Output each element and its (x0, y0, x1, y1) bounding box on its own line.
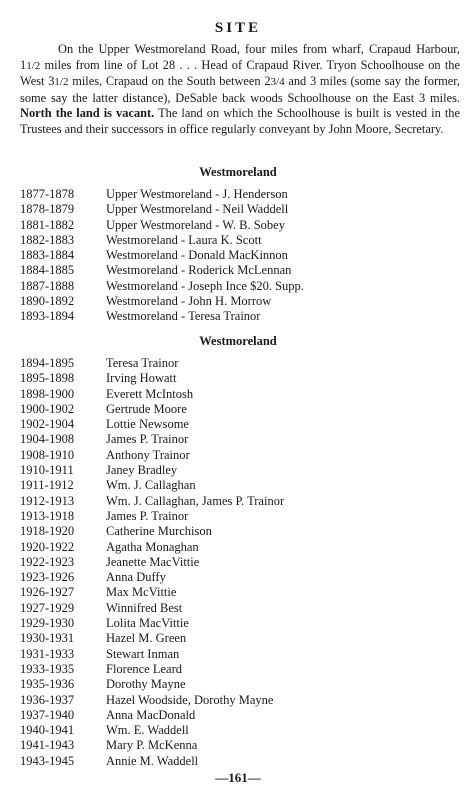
teacher-name: Upper Westmoreland - W. B. Sobey (106, 217, 285, 232)
teacher-row (20, 601, 460, 616)
teacher-name: Anna MacDonald (106, 707, 196, 722)
page-title: SITE (214, 20, 262, 36)
teacher-name: Westmoreland - Joseph Ince $20. Supp. (106, 278, 304, 293)
term-years: 1931-1933 (20, 646, 75, 661)
teacher-row (20, 387, 460, 402)
teacher-row (20, 708, 460, 723)
term-years: 1933-1935 (20, 661, 75, 676)
teacher-row (20, 494, 460, 509)
term-years: 1882-1883 (20, 232, 75, 247)
teacher-name: Mary P. McKenna (106, 738, 198, 753)
term-years: 1902-1904 (20, 417, 75, 432)
teacher-row (20, 677, 460, 692)
teacher-row (20, 248, 460, 263)
teacher-row (20, 432, 460, 447)
term-years: 1900-1902 (20, 401, 75, 416)
term-years: 1912-1913 (20, 493, 75, 508)
term-years: 1884-1885 (20, 263, 75, 278)
teacher-name: Upper Westmoreland - Neil Waddell (106, 202, 289, 217)
teacher-row (20, 555, 460, 570)
teacher-row (20, 463, 460, 478)
term-years: 1936-1937 (20, 692, 75, 707)
intro-text-5: The land on which the Schoolhouse is built is vested in the Trustees and their successors in office regularly conveyant by John Moore, Secretary. (20, 106, 460, 136)
teacher-row (20, 279, 460, 294)
term-years: 1908-1910 (20, 447, 75, 462)
term-years: 1890-1892 (20, 294, 75, 309)
teacher-row (20, 754, 460, 769)
teacher-row (20, 631, 460, 646)
teacher-name: Hazel M. Green (106, 631, 187, 646)
teacher-name: James P. Trainor (106, 508, 189, 523)
term-years: 1940-1941 (20, 723, 75, 738)
term-years: 1893-1894 (20, 309, 75, 324)
teacher-row (20, 417, 460, 432)
term-years: 1935-1936 (20, 677, 75, 692)
term-years: 1881-1882 (20, 217, 75, 232)
teacher-name: Annie M. Waddell (106, 753, 199, 768)
term-years: 1930-1931 (20, 631, 75, 646)
teacher-name: Wm. J. Callaghan (106, 478, 196, 493)
term-years: 1910-1911 (20, 463, 74, 478)
term-years: 1883-1884 (20, 248, 75, 263)
teacher-name: Stewart Inman (106, 646, 180, 661)
teacher-name: Westmoreland - Roderick McLennan (106, 263, 292, 278)
teacher-row (20, 294, 460, 309)
teacher-name: Wm. E. Waddell (106, 723, 189, 738)
teacher-row (20, 263, 460, 278)
teacher-row (20, 202, 460, 217)
teacher-name: Gertrude Moore (106, 401, 187, 416)
teacher-row (20, 309, 460, 324)
term-years: 1887-1888 (20, 278, 75, 293)
site-description (20, 42, 460, 138)
teacher-list-1 (20, 187, 460, 325)
teacher-row (20, 647, 460, 662)
teacher-row (20, 723, 460, 738)
fraction-2: 1/2 (54, 76, 69, 89)
teacher-name: Westmoreland - Donald MacKinnon (106, 248, 288, 263)
teacher-row (20, 218, 460, 233)
teacher-row (20, 448, 460, 463)
teacher-name: Everett McIntosh (106, 386, 194, 401)
teacher-row (20, 585, 460, 600)
teacher-name: Catherine Murchison (106, 524, 212, 539)
teacher-name: Anthony Trainor (106, 447, 190, 462)
teacher-name: Westmoreland - John H. Morrow (106, 294, 272, 309)
term-years: 1877-1878 (20, 187, 75, 201)
term-years: 1895-1898 (20, 371, 75, 386)
teacher-name: Wm. J. Callaghan, James P. Trainor (106, 493, 285, 508)
teacher-name: Agatha Monaghan (106, 539, 199, 554)
section-heading-1: Westmoreland (199, 165, 277, 179)
teacher-name: Westmoreland - Laura K. Scott (106, 232, 262, 247)
teacher-name: Teresa Trainor (106, 356, 179, 370)
term-years: 1929-1930 (20, 616, 75, 631)
intro-text-1: On the Upper Westmoreland Road, four miles from wharf, Crapaud Harbour, 1 (20, 42, 460, 72)
term-years: 1941-1943 (20, 738, 75, 753)
teacher-name: Max McVittie (106, 585, 177, 600)
teacher-row (20, 356, 460, 371)
teacher-name: Jeanette MacVittie (106, 554, 200, 569)
teacher-row (20, 478, 460, 493)
teacher-row (20, 371, 460, 386)
intro-bold-text: North the land is vacant. (20, 106, 155, 121)
term-years: 1920-1922 (20, 539, 75, 554)
teacher-row (20, 402, 460, 417)
teacher-row (20, 616, 460, 631)
teacher-name: Anna Duffy (106, 570, 166, 585)
teacher-name: Irving Howatt (106, 371, 177, 386)
teacher-name: Upper Westmoreland - J. Henderson (106, 187, 288, 201)
term-years: 1922-1923 (20, 554, 75, 569)
teacher-name: Winnifred Best (106, 600, 183, 615)
teacher-row (20, 187, 460, 202)
teacher-row (20, 233, 460, 248)
teacher-name: Florence Leard (106, 661, 183, 676)
teacher-name: Janey Bradley (106, 463, 178, 478)
term-years: 1878-1879 (20, 202, 75, 217)
term-years: 1923-1926 (20, 570, 75, 585)
term-years: 1926-1927 (20, 585, 75, 600)
term-years: 1918-1920 (20, 524, 75, 539)
teacher-row (20, 540, 460, 555)
teacher-row (20, 524, 460, 539)
teacher-row (20, 693, 460, 708)
term-years: 1894-1895 (20, 356, 75, 370)
term-years: 1937-1940 (20, 707, 75, 722)
term-years: 1911-1912 (20, 478, 74, 493)
teacher-row (20, 509, 460, 524)
term-years: 1943-1945 (20, 753, 75, 768)
teacher-name: James P. Trainor (106, 432, 189, 447)
teacher-name: Dorothy Mayne (106, 677, 186, 692)
intro-text-2: miles from line of Lot 28 . . . Head of Crapaud River. Tryon Schoolhouse on the West 3 (20, 57, 460, 89)
intro-text-4: and 3 miles (some say the former, some say the latter distance), DeSable back woods Schoolhouse on the East 3 miles. (20, 74, 460, 105)
term-years: 1913-1918 (20, 508, 75, 523)
fraction-3: 3/4 (270, 76, 285, 89)
term-years: 1904-1908 (20, 432, 75, 447)
term-years: 1927-1929 (20, 600, 75, 615)
teacher-row (20, 570, 460, 585)
teacher-list-2 (20, 356, 460, 769)
term-years: 1898-1900 (20, 386, 75, 401)
section-heading-2: Westmoreland (199, 334, 277, 348)
page-number: —161— (215, 770, 261, 785)
intro-text-3: miles, Crapaud on the South between 2 (68, 74, 271, 89)
teacher-name: Lottie Newsome (106, 417, 189, 432)
teacher-row (20, 738, 460, 753)
teacher-name: Hazel Woodside, Dorothy Mayne (106, 692, 274, 707)
fraction-1: 1/2 (26, 59, 41, 72)
teacher-name: Lolita MacVittie (106, 616, 189, 631)
teacher-name: Westmoreland - Teresa Trainor (106, 309, 261, 324)
teacher-row (20, 662, 460, 677)
